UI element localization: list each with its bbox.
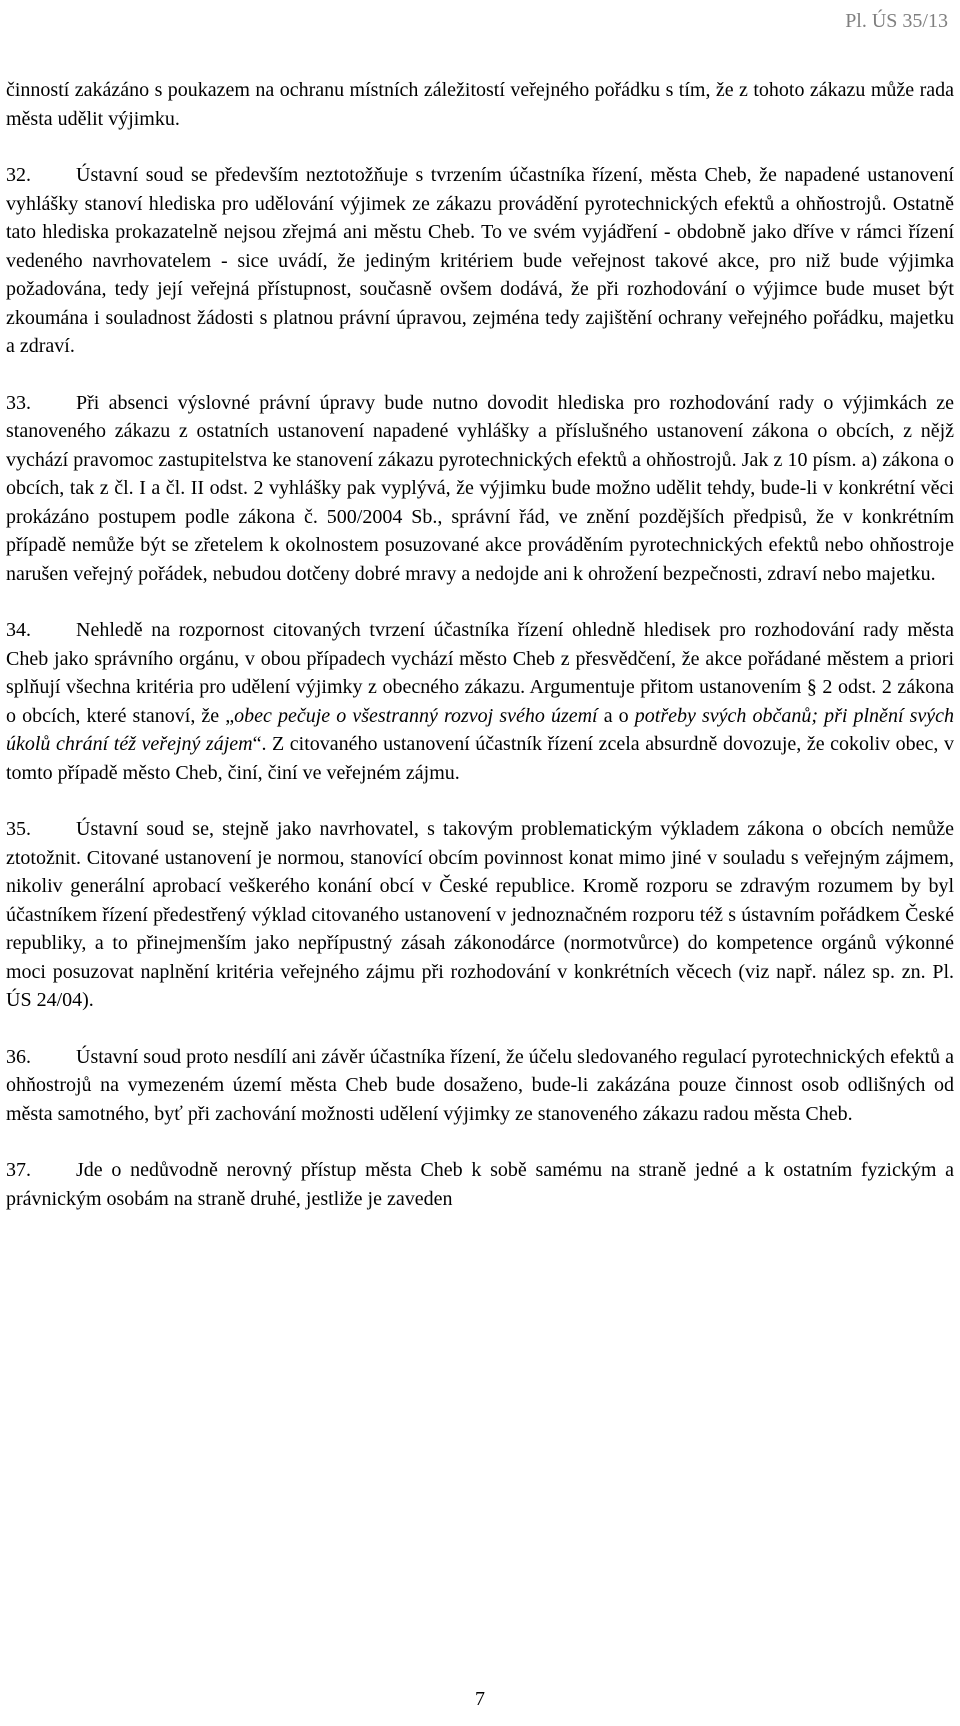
paragraph-number: 35. — [6, 818, 31, 840]
paragraph-37 — [6, 1156, 954, 1213]
paragraph-text: Při absenci výslovné právní úpravy bude nutno dovodit hlediska pro rozhodování rady o výjimkách ze stanoveného zákazu z ostatních ustanovení napadené vyhlášky a příslušného ustanovení zákona o obcích, z nějž vychází pravomoc zastupitelstva ke stanovení zákazu pyrotechnických efektů a ohňostrojů. Jak z 10 písm. a) zákona o obcích, tak z čl. I a čl. II odst. 2 vyhlášky pak vyplývá, že výjimku bude možno udělit tehdy, bude-li v konkrétní věci prokázáno postupem podle zákona č. 500/2004 Sb., správní řád, ve znění pozdějších předpisů, že v konkrétním případě nemůže být se zřetelem k okolnostem posuzované akce prováděním pyrotechnických efektů nebo ohňostroje narušen veřejný pořádek, nebudou dotčeny dobré mravy a nedojde ani k ohrožení bezpečnosti, zdraví nebo majetku. — [6, 391, 954, 585]
case-reference-header: Pl. ÚS 35/13 — [845, 10, 948, 32]
paragraph-text: a o — [597, 704, 635, 727]
paragraph-text: Ústavní soud se, stejně jako navrhovatel, s takovým problematickým výkladem zákona o obcích nemůže ztotožnit. Citované ustanovení je normou, stanovící obcím povinnost konat mimo jiné v souladu s veřejným zájmem, nikoliv generální aprobací veškerého konání obcí v České republice. Kromě rozporu se zdravým rozumem by byl účastníkem řízení předestřený výklad citovaného ustanovení v jednoznačném rozporu též s ústavním pořádkem České republiky, a to přinejmenším jako nepřípustný zásah zákonodárce (normotvůrce) do kompetence orgánů výkonné moci posuzovat naplnění kritéria veřejného zájmu při rozhodování v konkrétních věcech (viz např. nález sp. zn. Pl. ÚS 24/04). — [6, 818, 954, 1011]
paragraph-32 — [6, 161, 954, 361]
paragraph-text: Nehledě na rozpornost citovaných tvrzení účastníka řízení ohledně hledisek pro rozhodování rady města Cheb jako správního orgánu, v obou případech vychází město Cheb z přesvědčení, že akce pořádané městem a priori splňují všechna kritéria pro udělení výjimky z obecného zákazu. Argumentuje přitom ustanovením § 2 odst. 2 zákona o obcích, které stanoví, že „ — [6, 619, 954, 727]
paragraph-36 — [6, 1043, 954, 1129]
paragraph-number: 33. — [6, 391, 31, 414]
paragraph-text: činností zakázáno s poukazem na ochranu místních záležitostí veřejného pořádku s tím, že z tohoto zákazu může rada města udělit výjimku. — [6, 79, 954, 130]
paragraph-text: “. Z citovaného ustanovení účastník řízení zcela absurdně dovozuje, že cokoliv obec, v tomto případě město Cheb, činí, činí ve veřejném zájmu. — [6, 733, 954, 784]
quoted-law-text-italic: potřeby svých občanů; při plnění svých úkolů chrání též veřejný zájem — [6, 704, 954, 755]
paragraph-number: 36. — [6, 1045, 31, 1068]
document-body — [6, 76, 954, 1241]
paragraph-continuation — [6, 76, 954, 133]
quoted-law-text-italic: obec pečuje o všestranný rozvoj svého území — [234, 704, 598, 727]
paragraph-text: Ústavní soud proto nesdílí ani závěr účastníka řízení, že účelu sledovaného regulací pyrotechnických efektů a ohňostrojů na vymezeném území města Cheb bude dosaženo, bude-li zakázána pouze činnost osob odlišných od města samotného, byť při zachování možnosti udělení výjimky ze stanoveného zákazu radou města Cheb. — [6, 1045, 954, 1125]
paragraph-34 — [6, 616, 954, 787]
paragraph-33 — [6, 389, 954, 589]
paragraph-35 — [6, 815, 954, 1015]
paragraph-text: Jde o nedůvodně nerovný přístup města Cheb k sobě samému na straně jedné a k ostatním fyzickým a právnickým osobám na straně druhé, jestliže je zaveden — [6, 1159, 954, 1210]
paragraph-number: 37. — [6, 1159, 31, 1181]
paragraph-number: 34. — [6, 619, 31, 641]
paragraph-text: Ústavní soud se především neztotožňuje s tvrzením účastníka řízení, města Cheb, že napadené ustanovení vyhlášky stanoví hlediska pro udělování výjimek ze zákazu provádění pyrotechnických efektů a ohňostrojů. Ostatně tato hlediska prokazatelně nejsou zřejmá ani městu Cheb. To ve svém vyjádření - obdobně jako dříve v rámci řízení vedeného navrhovatelem - sice uvádí, že jediným kritériem bude veřejnost takové akce, pro niž bude výjimka požadována, tedy její veřejná přístupnost, současně ovšem dodává, že při rozhodování o výjimce bude muset být zkoumána i souladnost žádosti s platnou právní úpravou, zejména tedy zajištění ochrany veřejného pořádku, majetku a zdraví. — [6, 164, 954, 357]
page-number: 7 — [475, 1688, 485, 1710]
paragraph-number: 32. — [6, 164, 31, 186]
